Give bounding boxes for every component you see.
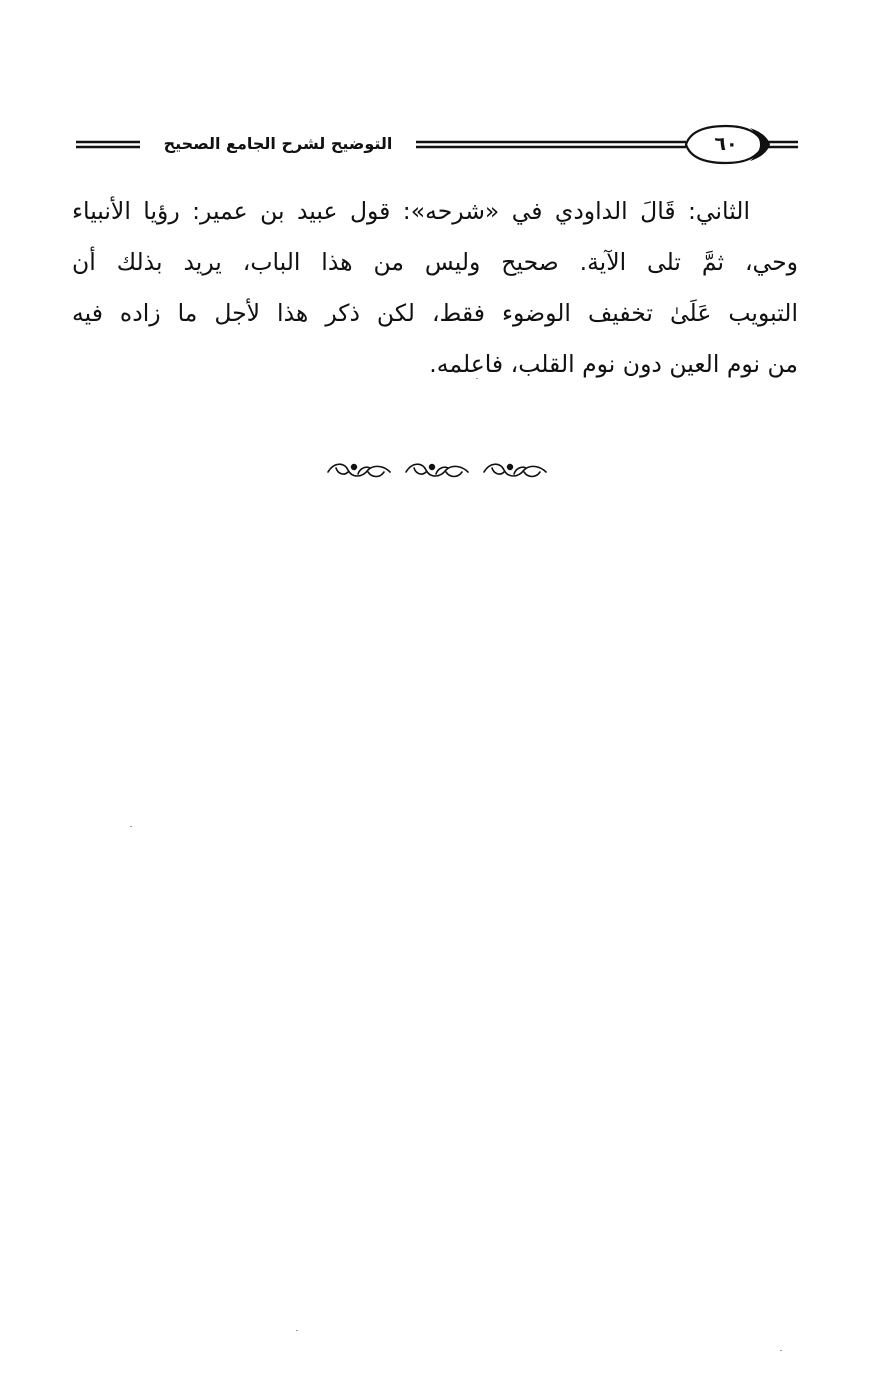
scan-speck (296, 1330, 298, 1331)
text-line: وحي، ثمَّ تلى الآية. صحيح وليس من هذا الباب، يريد بذلك أن (72, 248, 798, 276)
page-number: ٦٠ (714, 133, 738, 155)
text-line: التبويب عَلَىٰ تخفيف الوضوء فقط، لكن ذكر هذا لأجل ما زاده فيه (72, 299, 798, 327)
scan-speck (476, 378, 478, 379)
scan-speck (780, 1350, 782, 1351)
floral-ornament-icon (324, 458, 549, 484)
body-paragraph (72, 186, 798, 390)
running-header (74, 120, 800, 170)
scan-speck (130, 826, 132, 827)
running-title: التوضيح لشرح الجامع الصحيح (163, 134, 393, 153)
text-line: من نوم العين دون نوم القلب، فاعلمه. (429, 350, 798, 378)
text-line: الثاني: قَالَ الداودي في «شرحه»: قول عبيد بن عمير: رؤيا الأنبياء (72, 197, 750, 225)
